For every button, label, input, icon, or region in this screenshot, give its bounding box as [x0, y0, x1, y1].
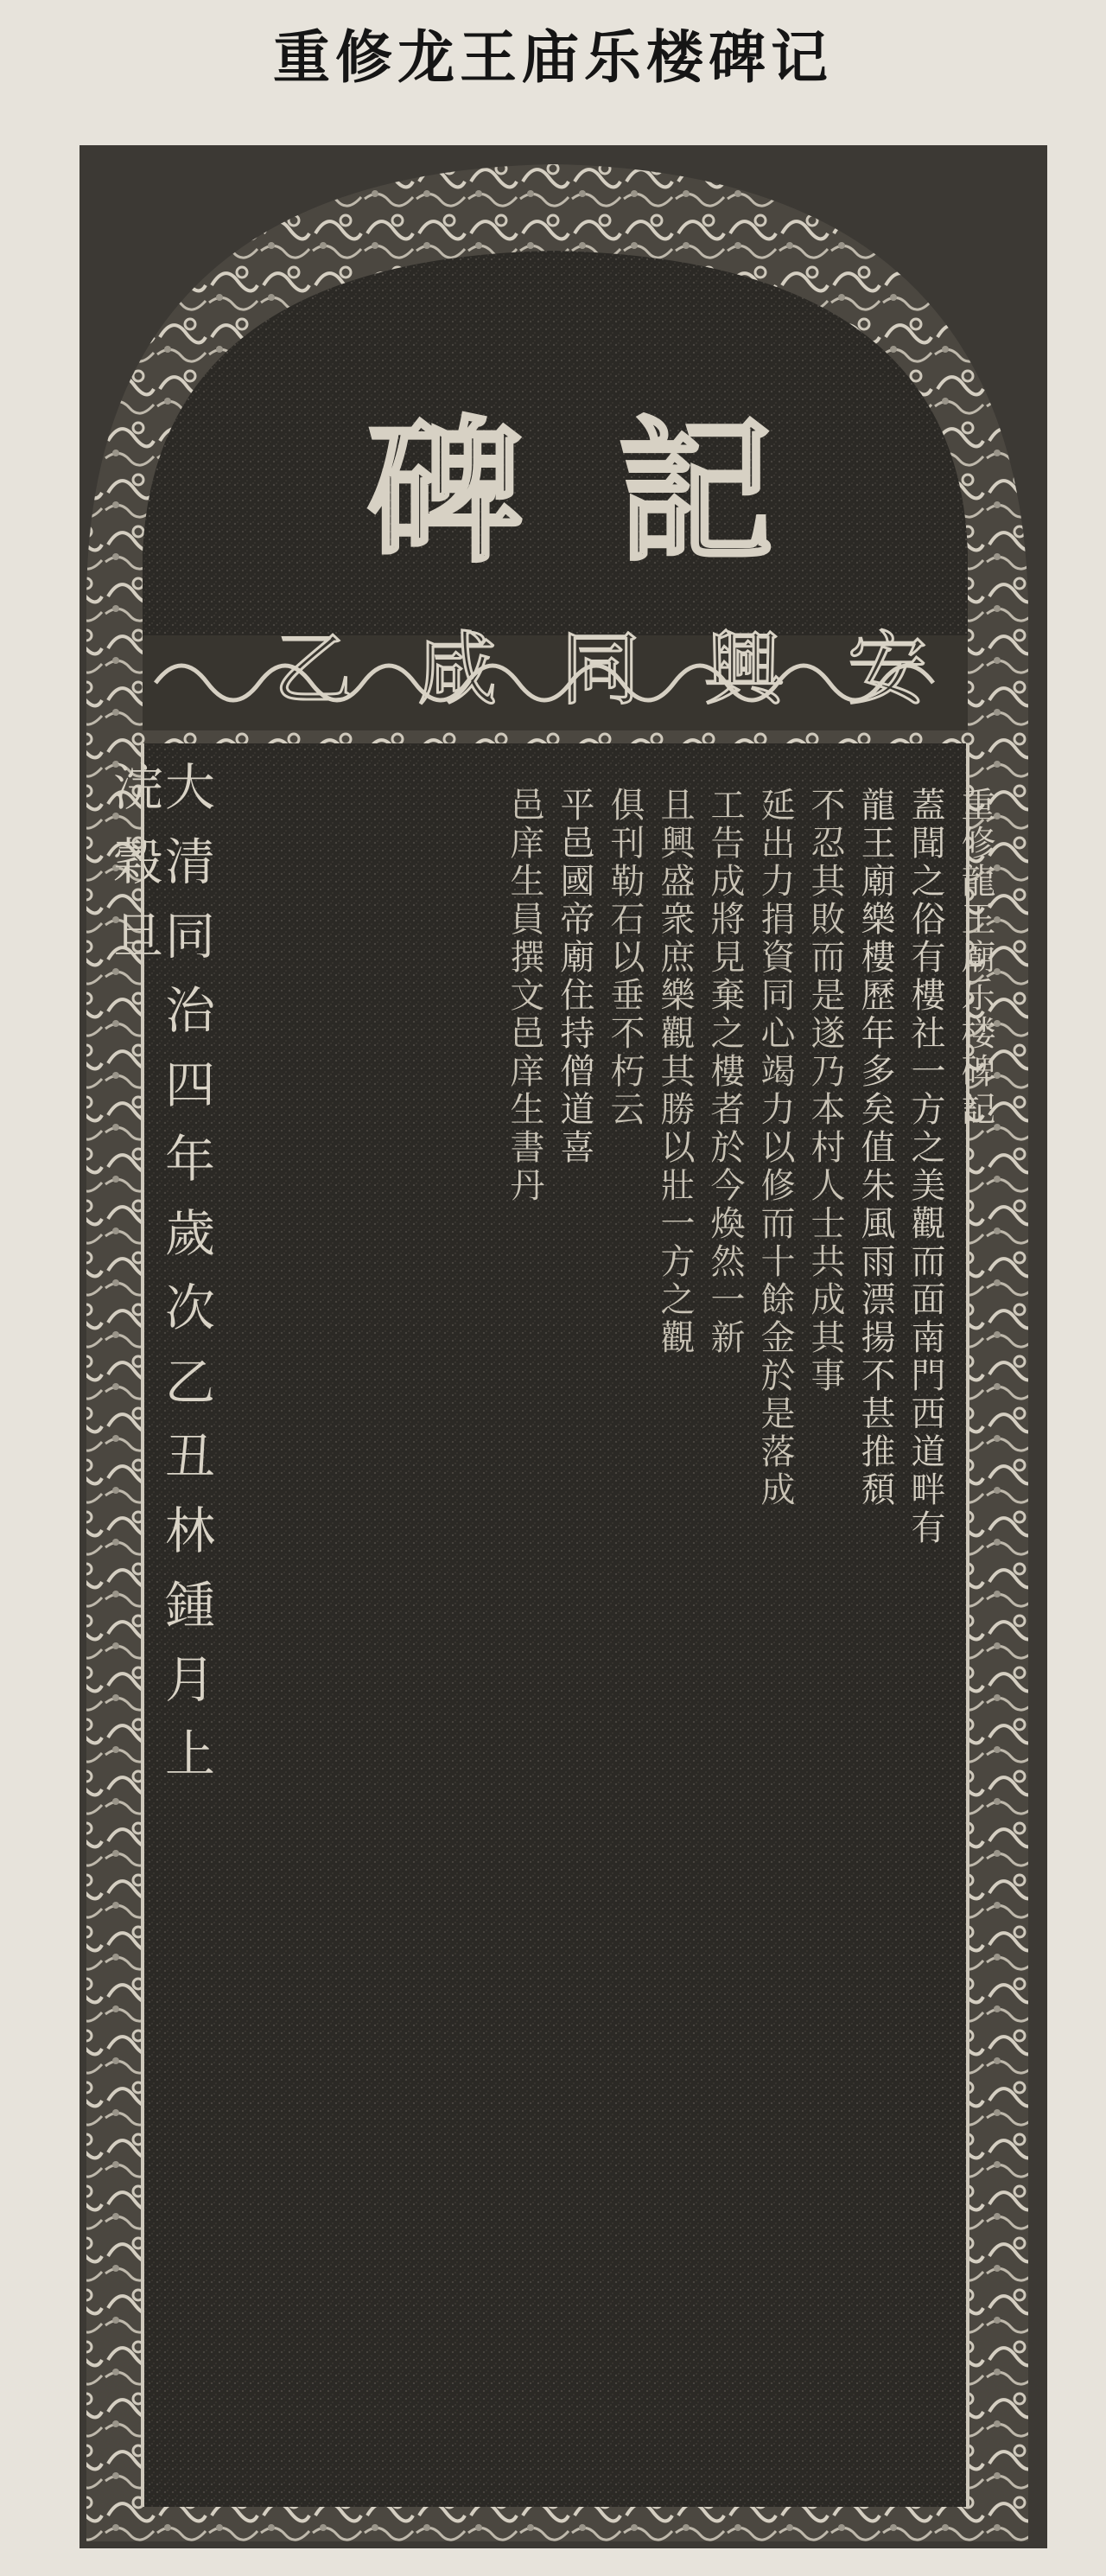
band-char: 興	[703, 623, 784, 716]
inscription-column: 蓋聞之俗有樓社一方之美觀而面南門西道畔有	[906, 787, 945, 1547]
inscription-column: 工告成將見棄之樓者於今煥然一新	[705, 787, 745, 1357]
inscription-column: 重修龍王廟乐楼碑記	[956, 787, 995, 1129]
band-char: 乙	[273, 623, 353, 716]
inscription-column: 平邑國帝廟住持僧道喜	[555, 787, 594, 1167]
inscription-column: 且興盛衆庶樂觀其勝以壯一方之觀	[655, 787, 695, 1357]
stele-head-char-left: 記	[617, 401, 773, 583]
inscription-column: 龍王廟樂樓歷年多矣值朱風雨漂揚不甚推頹	[855, 787, 895, 1509]
inscription-column: 俱刊勒石以垂不朽云	[605, 787, 645, 1129]
page-title: 重修龙王庙乐楼碑记	[273, 24, 833, 91]
stele-head-char-right: 碑	[366, 401, 523, 583]
stele-head-title	[346, 401, 795, 583]
band-char: 安	[847, 623, 927, 716]
decorative-band-characters	[242, 622, 959, 717]
stele-inscription	[151, 787, 998, 2109]
inscription-column: 不忍其敗而是遂乃本村人士共成其事	[805, 787, 845, 1395]
band-char: 同	[560, 623, 640, 716]
stele-date-line: 大清同治四年歲次乙丑林鍾月上浣穀旦	[105, 761, 215, 1801]
inscription-column: 延出力捐資同心竭力以修而十餘金於是落成	[755, 787, 795, 1509]
band-char: 咸	[416, 623, 497, 716]
inscription-column: 邑庠生員撰文邑庠生書丹	[505, 787, 544, 1205]
